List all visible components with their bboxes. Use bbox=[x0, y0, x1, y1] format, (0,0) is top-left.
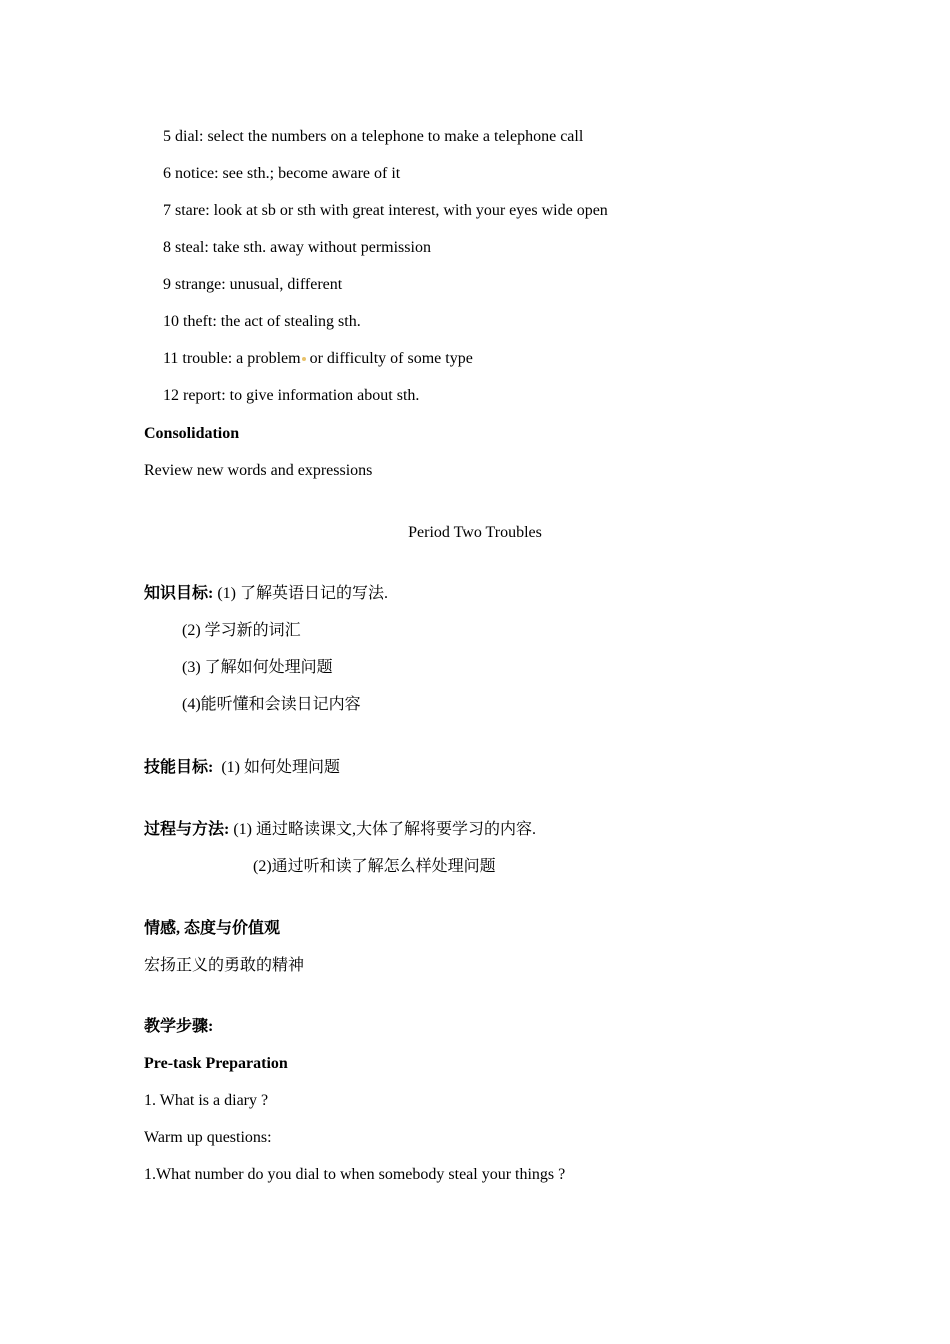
knowledge-goal-item-2: (2) 学习新的词汇 bbox=[182, 622, 301, 639]
process-method-line bbox=[144, 820, 536, 840]
period-title: Period Two Troubles bbox=[408, 524, 542, 541]
knowledge-goal-item-1: (1) 了解英语日记的写法. bbox=[213, 585, 389, 602]
question-what-is-diary: 1. What is a diary ? bbox=[144, 1092, 269, 1109]
vocab-item-7: 7 stare: look at sb or sth with great interest, with your eyes wide open bbox=[163, 202, 608, 219]
knowledge-goal-label: 知识目标: bbox=[144, 585, 214, 602]
warm-up-label: Warm up questions: bbox=[144, 1129, 272, 1146]
process-method-label: 过程与方法: bbox=[144, 821, 230, 838]
skill-goal-line bbox=[144, 758, 340, 778]
vocab-item-12: 12 report: to give information about sth. bbox=[163, 387, 420, 404]
vocab-item-11 bbox=[163, 349, 473, 369]
consolidation-body: Review new words and expressions bbox=[144, 462, 373, 479]
vocab-item-8: 8 steal: take sth. away without permission bbox=[163, 239, 431, 256]
vocab-item-5: 5 dial: select the numbers on a telephone to make a telephone call bbox=[163, 128, 584, 145]
vocab-item-9: 9 strange: unusual, different bbox=[163, 276, 343, 293]
vocab-item-10: 10 theft: the act of stealing sth. bbox=[163, 313, 361, 330]
consolidation-heading: Consolidation bbox=[144, 425, 240, 442]
teaching-steps-heading: 教学步骤: bbox=[144, 1018, 214, 1035]
question-dial-number: 1.What number do you dial to when somebody steal your things ? bbox=[144, 1166, 566, 1183]
skill-goal-label: 技能目标: bbox=[144, 759, 214, 776]
pre-task-heading: Pre-task Preparation bbox=[144, 1055, 288, 1072]
knowledge-goal-item-4: (4)能听懂和会读日记内容 bbox=[182, 696, 361, 713]
knowledge-goal-line bbox=[144, 584, 388, 604]
vocab-item-11-part-b: or difficulty of some type bbox=[305, 350, 473, 367]
vocab-item-11-part-a: 11 trouble: a problem bbox=[163, 350, 301, 367]
process-method-item-1: (1) 通过略读课文,大体了解将要学习的内容. bbox=[229, 821, 537, 838]
emotion-body: 宏扬正义的勇敢的精神 bbox=[144, 957, 305, 974]
knowledge-goal-item-3: (3) 了解如何处理问题 bbox=[182, 659, 333, 676]
skill-goal-item-1: (1) 如何处理问题 bbox=[213, 759, 341, 776]
vocab-item-6: 6 notice: see sth.; become aware of it bbox=[163, 165, 401, 182]
emotion-heading: 情感, 态度与价值观 bbox=[144, 920, 281, 937]
process-method-item-2: (2)通过听和读了解怎么样处理问题 bbox=[253, 858, 496, 875]
